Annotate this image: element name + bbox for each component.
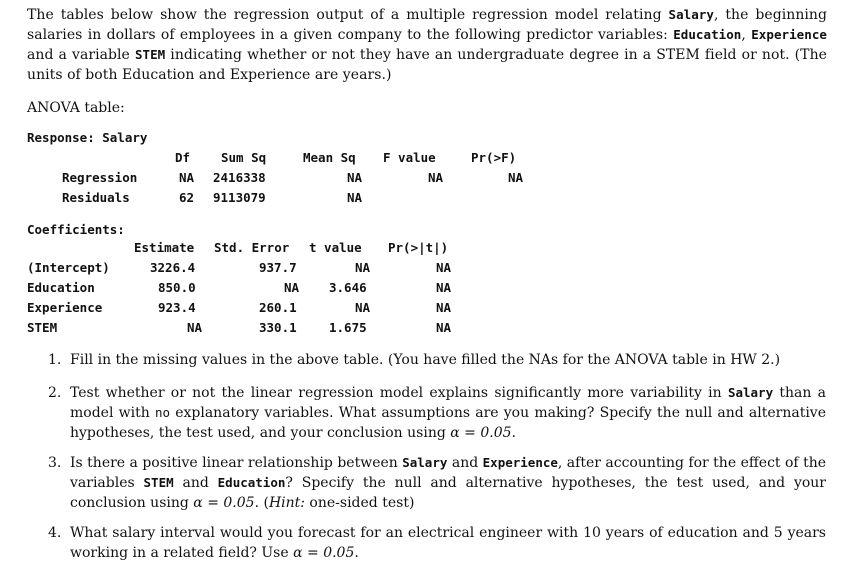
anova-cell: 9113079 (213, 190, 266, 205)
text-fragment: and (447, 455, 483, 471)
alpha-value: α = 0.05 (193, 495, 255, 511)
anova-cell: NA (347, 190, 363, 205)
anova-header-fvalue: F value (383, 150, 436, 165)
question-number: 1. (48, 352, 62, 368)
anova-table (0, 148, 854, 208)
anova-cell: NA (428, 170, 444, 185)
anova-header-meansq: Mean Sq (303, 150, 356, 165)
coef-cell: NA (355, 260, 371, 275)
coef-row-name: STEM (27, 320, 58, 335)
text-fragment: than a model with (70, 385, 826, 421)
text-fragment: Test whether or not the linear regression model explains significantly more variability in (70, 385, 728, 401)
question-4 (48, 523, 826, 563)
coef-row-name: (Intercept) (27, 260, 110, 275)
question-text (70, 383, 826, 443)
stem-var: STEM (143, 475, 174, 490)
anova-cell: 62 (179, 190, 195, 205)
alpha-value: α = 0.05 (293, 545, 355, 561)
coef-cell: 1.675 (329, 320, 367, 335)
anova-row-name: Regression (62, 170, 138, 185)
no-word: no (154, 405, 171, 420)
salary-var: Salary (402, 455, 448, 470)
coefficients-label: Coefficients: (27, 222, 125, 237)
question-3 (48, 453, 826, 513)
text-fragment: Is there a positive linear relationship between (70, 455, 403, 471)
intro-text: , (741, 27, 752, 43)
question-1 (48, 350, 826, 370)
coef-cell: NA (436, 320, 452, 335)
anova-row-name: Residuals (62, 190, 130, 205)
salary-var: Salary (727, 385, 774, 400)
text-fragment: one-sided test) (304, 495, 415, 511)
anova-cell: NA (508, 170, 524, 185)
coef-cell: NA (436, 280, 452, 295)
coef-cell: 850.0 (158, 280, 196, 295)
coef-cell: NA (355, 300, 371, 315)
anova-cell: NA (179, 170, 195, 185)
coef-cell: 937.7 (259, 260, 297, 275)
coef-header-t: t value (309, 240, 362, 255)
stem-var: STEM (134, 47, 166, 62)
intro-text: and a variable (27, 47, 135, 63)
question-text: Fill in the missing values in the above table. (You have filled the NAs for the ANOVA table in HW 2.) (70, 352, 781, 368)
anova-header-df: Df (175, 150, 191, 165)
response-label: Response: Salary (27, 130, 148, 145)
coef-cell: 923.4 (158, 300, 196, 315)
question-text (70, 453, 826, 513)
anova-heading: ANOVA table: (27, 100, 125, 116)
hint-label: Hint: (268, 495, 305, 511)
text-fragment: explanatory variables. What assumptions are you making? Specify the null and alternative hypotheses, the test used, and your conclusion using (70, 405, 826, 441)
education-var: Education (673, 27, 742, 42)
anova-header-sumsq: Sum Sq (221, 150, 267, 165)
text-fragment: What salary interval would you forecast for an electrical engineer with 10 years of education and 5 years working in a related field? Use (70, 525, 826, 561)
text-fragment: . ( (254, 495, 269, 511)
coef-header-se: Std. Error (214, 240, 290, 255)
coef-cell: 330.1 (259, 320, 297, 335)
anova-cell: 2416338 (213, 170, 266, 185)
question-text (70, 523, 826, 563)
coef-cell: NA (284, 280, 300, 295)
coef-header-estimate: Estimate (134, 240, 195, 255)
question-number: 4. (48, 525, 62, 541)
intro-paragraph (27, 5, 827, 85)
intro-text: indicating whether or not they have an undergraduate degree in a STEM field or not. (The units of both Education and Experience are years.) (27, 47, 827, 83)
anova-cell: NA (347, 170, 363, 185)
text-fragment: and (173, 475, 218, 491)
text-fragment: ? Specify the null and alternative hypotheses, the test used, and your conclusion using (70, 475, 826, 511)
coef-header-p: Pr(>|t|) (388, 240, 449, 255)
alpha-value: α = 0.05 (450, 425, 512, 441)
coef-cell: 3.646 (329, 280, 367, 295)
coef-cell: NA (187, 320, 203, 335)
coef-cell: NA (436, 300, 452, 315)
education-var: Education (217, 475, 286, 490)
coefficients-table (0, 238, 854, 338)
coef-row-name: Education (27, 280, 95, 295)
coef-cell: NA (436, 260, 452, 275)
text-fragment: . (511, 425, 516, 441)
anova-header-pr: Pr(>F) (471, 150, 517, 165)
question-number: 2. (48, 385, 62, 401)
experience-var: Experience (751, 27, 827, 42)
experience-var: Experience (482, 455, 558, 470)
coef-cell: 260.1 (259, 300, 297, 315)
question-number: 3. (48, 455, 62, 471)
intro-text: The tables below show the regression output of a multiple regression model relating (27, 7, 669, 23)
coef-cell: 3226.4 (150, 260, 196, 275)
text-fragment: , after accounting for the effect of the variables (70, 455, 826, 491)
question-2 (48, 383, 826, 443)
intro-text: , the beginning salaries in dollars of employees in a given company to the following predictor variables: (27, 7, 827, 43)
salary-var: Salary (668, 7, 714, 22)
text-fragment: . (354, 545, 359, 561)
coef-row-name: Experience (27, 300, 103, 315)
